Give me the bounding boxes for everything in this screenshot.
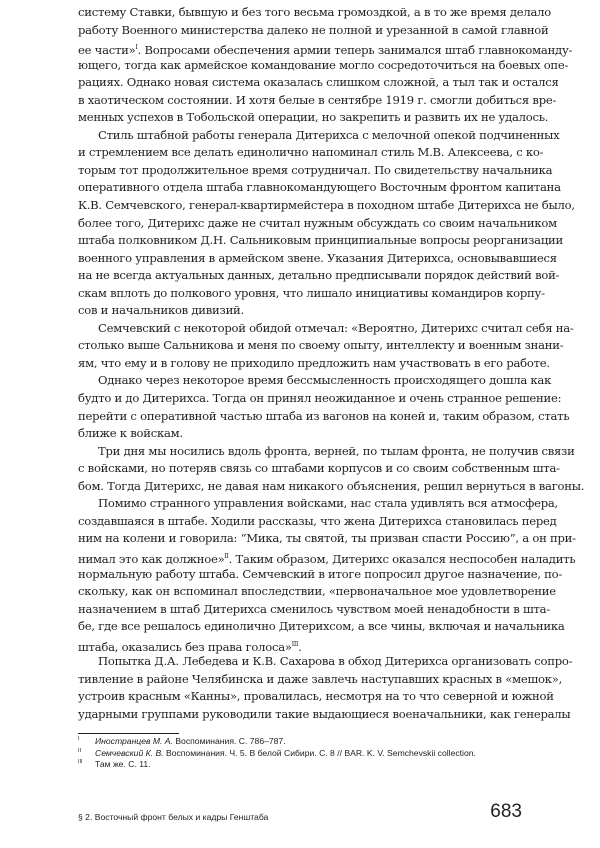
text-line: торым тот продолжительное время сотрудничал. По свидетельству начальника [78, 162, 553, 177]
paragraph [78, 127, 575, 320]
footnote-text: Там же. С. 11. [95, 759, 151, 769]
text-line: устроив красным «Канны», провалилась, несмотря на то что северной и южной [78, 689, 554, 704]
paragraph [78, 372, 570, 442]
text-line: штаба полковником Д.Н. Сальниковым принципиальные вопросы реорганизации [78, 233, 563, 248]
text-line: нимал это как должное»$^{II}$. Таким образом, Дитерихс оказался неспособен наладить [78, 551, 576, 566]
text-line: ударными группами руководили такие выдающиеся военачальники, как генералы [78, 706, 571, 721]
text-line: нормальную работу штаба. Семчевский в итоге попросил другое назначение, по- [78, 566, 563, 581]
running-footer: § 2. Восточный фронт белых и кадры Генштаба [78, 812, 269, 822]
paragraph [78, 495, 576, 654]
text-line: в хаотическом состоянии. И хотя белые в сентябре 1919 г. смогли добиться вре- [78, 92, 557, 107]
text-line: бе, где все решалось единолично Дитерихсом, а все чины, включая и начальника [78, 619, 565, 634]
footnote-mark: III [78, 759, 83, 765]
paragraph [78, 443, 585, 496]
text-line: создавшаяся в штабе. Ходили рассказы, что жена Дитерихса становилась перед [78, 513, 557, 528]
text-line: Однако через некоторое время бессмысленность происходящего дошла как [98, 373, 552, 388]
text-line: штаба, оказались без права голоса»$^{III}$. [78, 639, 302, 654]
footnote-text: Воспоминания. С. 786–787. [172, 736, 286, 746]
text-line: ним на колени и говорила: “Мика, ты святой, ты призван спасти Россию”, а он при- [78, 531, 576, 546]
footnote [78, 736, 476, 748]
text-line: перейти с оперативной частью штаба из вагонов на коней и, таким образом, стать [78, 408, 570, 423]
paragraph [78, 4, 573, 127]
text-line: ближе к войскам. [78, 426, 183, 441]
text-line: Помимо странного управления войсками, нас стала удивлять вся атмосфера, [98, 496, 558, 511]
text-line: скам вплоть до полкового уровня, что лишало инициативы командиров корпу- [78, 285, 545, 300]
text-line: Попытка Д.А. Лебедева и К.В. Сахарова в обход Дитерихса организовать сопро- [98, 654, 573, 669]
text-line: ее части»$^I$. Вопросами обеспечения армии теперь занимался штаб главнокоманду- [78, 43, 573, 58]
text-line: систему Ставки, бывшую и без того весьма громоздкой, а в то же время делало [78, 5, 551, 19]
footnote [78, 759, 476, 771]
paragraph [78, 653, 573, 723]
text-line: скольку, как он вспоминал впоследствии, «первоначальное мое удовлетворение [78, 584, 556, 599]
text-line: столько выше Сальникова и меня по своему опыту, интеллекту и военным знани- [78, 338, 564, 353]
paragraph [78, 320, 574, 373]
text-line: менных успехов в Тобольской операции, но закрепить и развить их не удалось. [78, 110, 549, 125]
text-line: и стремлением все делать единолично напоминал стиль М.В. Алексеева, с ко- [78, 145, 544, 160]
text-line: Стиль штабной работы генерала Дитерихса с мелочной опекой подчиненных [98, 127, 560, 142]
text-line: ющего, тогда как армейское командование могло сосредоточиться на боевых опе- [78, 57, 569, 72]
text-line: рациях. Однако новая система оказалась слишком сложной, а тыл так и остался [78, 75, 559, 90]
text-line: военного управления в армейском звене. Указания Дитерихса, основывавшиеся [78, 250, 557, 265]
text-line: сов и начальников дивизий. [78, 303, 244, 318]
footnote-author: Иностранцев М. А. [95, 736, 173, 746]
text-line: Семчевский с некоторой обидой отмечал: «Вероятно, Дитерихс считал себя на- [98, 320, 574, 335]
page-number: 683 [490, 801, 522, 822]
text-line: К.В. Семчевского, генерал-квартирмейстера в походном штабе Дитерихса не было, [78, 198, 575, 213]
footnote-mark: I [78, 736, 80, 742]
body-text [78, 4, 585, 723]
text-line: Три дня мы носились вдоль фронта, верней, по тылам фронта, не получив связи [98, 443, 575, 458]
text-line: работу Военного министерства далеко не полной и урезанной в самой главной [78, 22, 549, 37]
footnote-ref[interactable]: III [291, 640, 299, 648]
text-line: тивление в районе Челябинска и даже завлечь наступавших красных в «мешок», [78, 671, 563, 686]
text-line: ям, что ему и в голову не приходило предложить нам участвовать в его работе. [78, 355, 550, 370]
text-line: оперативного отдела штаба главнокомандующего Восточным фронтом капитана [78, 180, 561, 195]
footnote-author: Семчевский К. В. [95, 747, 164, 758]
text-line: назначением в штаб Дитерихса сменилось чувством моей ненадобности в шта- [78, 601, 550, 616]
text-line: на не всегда актуальных данных, детально предписывали порядок действий вой- [78, 268, 560, 283]
footnote [78, 748, 476, 760]
text-line: более того, Дитерихс даже не считал нужным обсуждать со своим начальником [78, 215, 557, 230]
footnote-text: Воспоминания. Ч. 5. В белой Сибири. С. 8 // BAR. K. V. Semchevskii collection. [163, 747, 476, 758]
text-line: бом. Тогда Дитерихс, не давая нам никакого объяснения, решил вернуться в вагоны. [78, 478, 585, 493]
footnote-mark: II [78, 747, 82, 754]
text-line: будто и до Дитерихса. Тогда он принял неожиданное и очень странное решение: [78, 391, 562, 406]
footnotes [78, 736, 476, 771]
footnote-ref[interactable]: I [135, 44, 138, 52]
footnote-ref[interactable]: II [224, 552, 229, 560]
footnote-divider [78, 733, 179, 734]
text-line: с войсками, но потеряв связь со штабами корпусов и со своим собственным шта- [78, 461, 560, 476]
